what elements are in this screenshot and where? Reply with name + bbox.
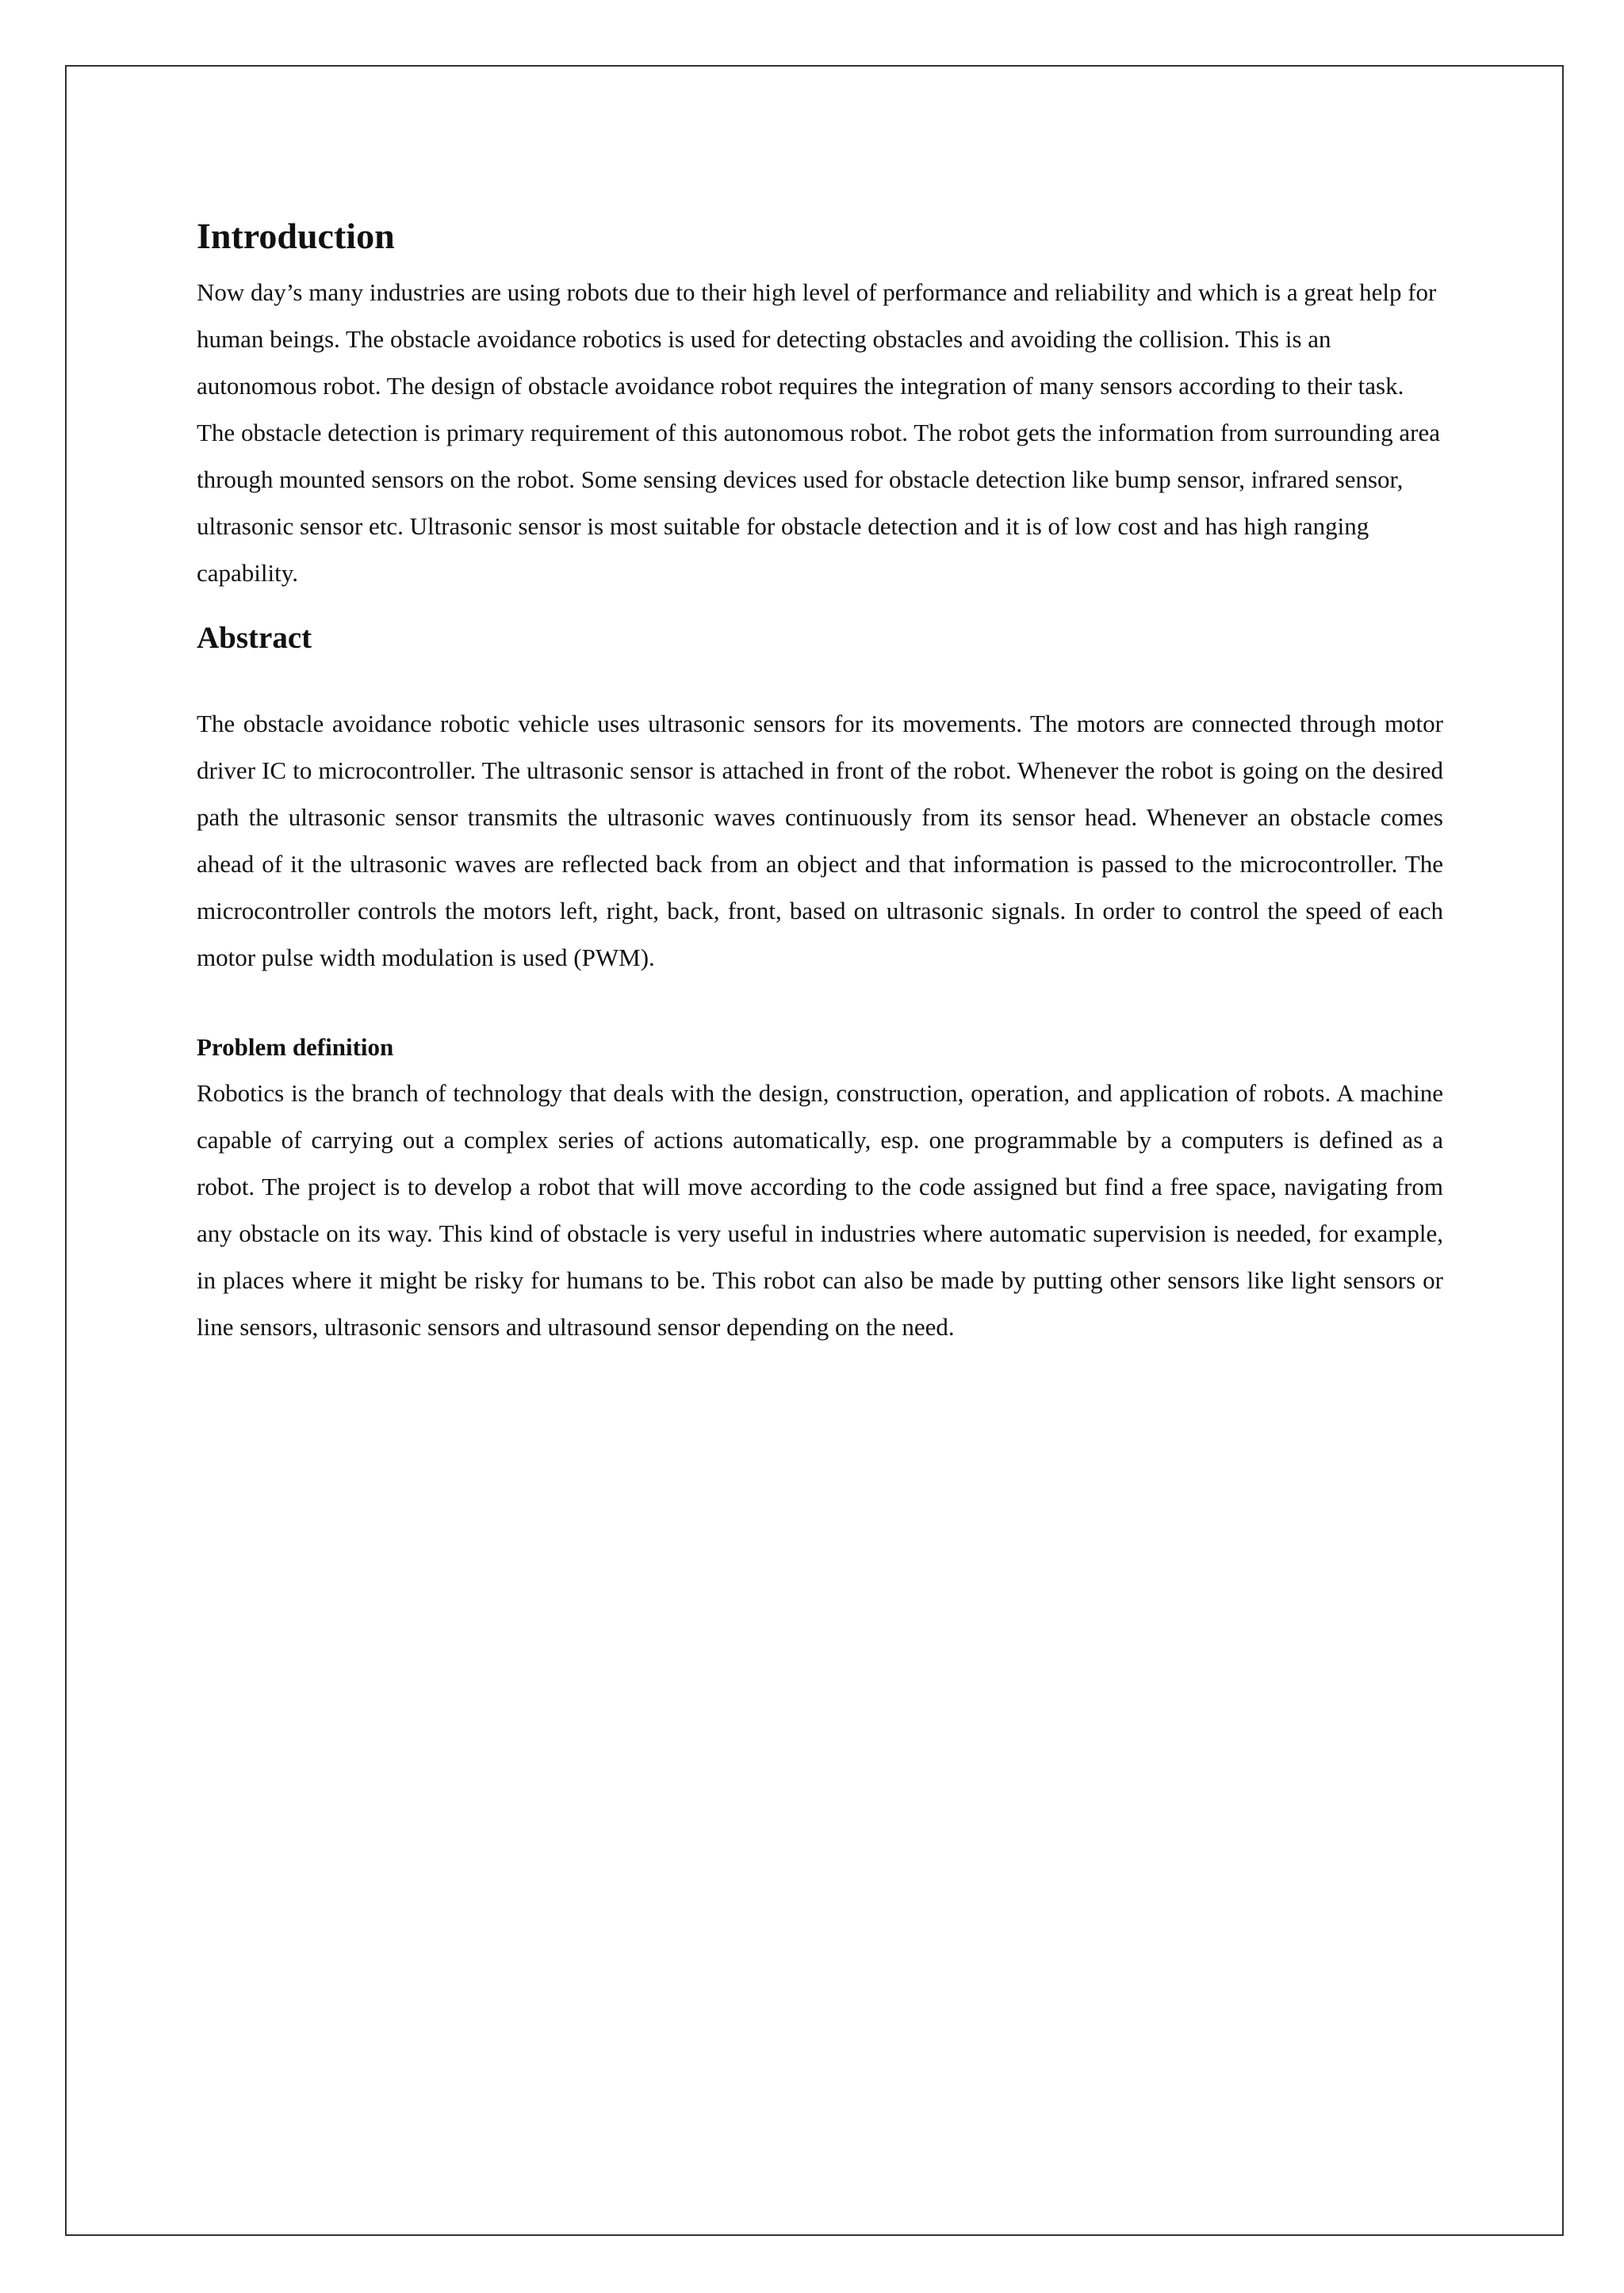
spacer <box>197 657 1443 700</box>
introduction-heading: Introduction <box>197 216 395 256</box>
abstract-paragraph: The obstacle avoidance robotic vehicle uses ultrasonic sensors for its movements. The motors are connected through motor driver IC to microcontroller. The ultrasonic sensor is attached in front of the robot. Whenever the robot is going on the desired path the ultrasonic sensor transmits the ultrasonic waves continuously from its sensor head. Whenever an obstacle comes ahead of it the ultrasonic waves are reflected back from an object and that information is passed to the microcontroller. The microcontroller controls the motors left, right, back, front, based on ultrasonic signals. In order to control the speed of each motor pulse width modulation is used (PWM). <box>197 709 1443 971</box>
spacer <box>197 596 1443 620</box>
problem-definition-section <box>197 1032 1443 1350</box>
abstract-section <box>197 620 1443 981</box>
problem-definition-heading: Problem definition <box>197 1032 394 1061</box>
spacer <box>197 981 1443 1032</box>
introduction-section <box>197 214 1443 596</box>
introduction-paragraph: Now day’s many industries are using robots due to their high level of performance and reliability and which is a great help for human beings. The obstacle avoidance robotics is used for detecting obstacles and avoiding the collision. This is an autonomous robot. The design of obstacle avoidance robot requires the integration of many sensors according to their task. The obstacle detection is primary requirement of this autonomous robot. The robot gets the information from surrounding area through mounted sensors on the robot. Some sensing devices used for obstacle detection like bump sensor, infrared sensor, ultrasonic sensor etc. Ultrasonic sensor is most suitable for obstacle detection and it is of low cost and has high ranging capability. <box>197 278 1440 588</box>
problem-definition-paragraph: Robotics is the branch of technology that deals with the design, construction, operation, and application of robots. A machine capable of carrying out a complex series of actions automatically, esp. one programmable by a computers is defined as a robot. The project is to develop a robot that will move according to the code assigned but find a free space, navigating from any obstacle on its way. This kind of obstacle is very useful in industries where automatic supervision is needed, for example, in places where it might be risky for humans to be. This robot can also be made by putting other sensors like light sensors or line sensors, ultrasonic sensors and ultrasound sensor depending on the need. <box>197 1079 1443 1342</box>
document-body <box>197 214 1443 1350</box>
abstract-heading: Abstract <box>197 621 312 656</box>
